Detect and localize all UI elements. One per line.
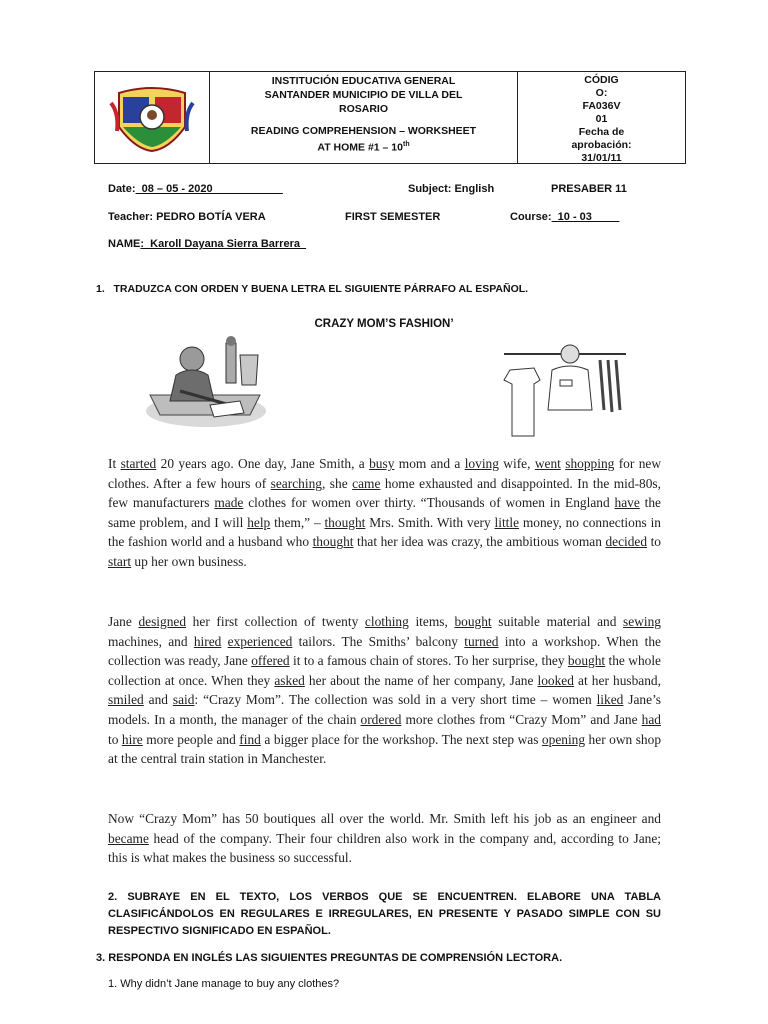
approval-date: 31/01/11 xyxy=(581,152,622,164)
seamstress-illustration xyxy=(140,335,272,436)
reading-paragraph-3: Now “Crazy Mom” has 50 boutiques all over the world. Mr. Smith left his job as an engineer and became head of the company. Their four children also work in the company and, according to Jane; this is what makes the business so successful. xyxy=(108,811,661,866)
subject-field: Subject: English xyxy=(408,183,495,195)
course-field: Course: 10 - 03 xyxy=(510,211,620,223)
school-crest-icon xyxy=(95,72,210,163)
code-label-2: O: xyxy=(595,87,608,99)
institution-line-1: INSTITUCIÓN EDUCATIVA GENERAL xyxy=(271,75,456,87)
worksheet-line-2: AT HOME #1 – 10th xyxy=(317,141,410,154)
date-field: Date: 08 – 05 - 2020 xyxy=(108,183,283,195)
approval-label-1: Fecha de xyxy=(578,126,625,138)
approval-label-2: aprobación: xyxy=(571,139,632,151)
reading-title: CRAZY MOM’S FASHION’ xyxy=(314,318,454,330)
code-value-1: FA036V xyxy=(582,100,621,112)
clothes-rack-illustration xyxy=(500,340,630,445)
institution-line-2: SANTANDER MUNICIPIO DE VILLA DEL xyxy=(264,89,463,101)
header-table xyxy=(94,71,686,164)
presaber-label: PRESABER 11 xyxy=(551,183,627,195)
institution-line-3: ROSARIO xyxy=(338,103,388,115)
question-1: 1. TRADUZCA CON ORDEN Y BUENA LETRA EL SIGUIENTE PÁRRAFO AL ESPAÑOL. xyxy=(96,283,529,295)
code-label-1: CÓDIG xyxy=(584,74,619,86)
name-field: NAME: Karoll Dayana Sierra Barrera xyxy=(108,238,307,250)
reading-paragraph-2: Jane designed her first collection of twenty clothing items, bought suitable material and sewing machines, and hired experienced tailors. The Smiths’ balcony turned into a workshop. When the collection was ready, Jane offered it to a famous chain of stores. To her surprise, they bought the whole collection at once. When they asked her about the name of her company, Jane looked at her husband, smiled and said: “Crazy Mom”. The collection was sold in a very short time – women liked Jane’s models. In a month, the manager of the chain ordered more clothes from “Crazy Mom” and Jane had to hire more people and find a bigger place for the workshop. The next step was opening her own shop at the central train station in Manchester. xyxy=(108,614,662,767)
teacher-field: Teacher: PEDRO BOTÍA VERA xyxy=(108,211,266,223)
reading-paragraph-1: It started 20 years ago. One day, Jane Smith, a busy mom and a loving wife, went shopping for new clothes. After a few hours of searching, she came home exhausted and disappointed. In the mid-80s, few manufacturers made clothes for women over thirty. “Thousands of women in England have the same problem, and I will help them,” – thought Mrs. Smith. With very little money, no connections in the fashion world and a husband who thought that her idea was crazy, the ambitious woman decided to start up her own business. xyxy=(108,456,662,569)
code-value-2: 01 xyxy=(595,113,608,125)
worksheet-line-1: READING COMPREHENSION – WORKSHEET xyxy=(250,125,477,137)
header-code xyxy=(518,72,685,163)
question-3-1: 1. Why didn’t Jane manage to buy any clothes? xyxy=(108,978,340,990)
question-3: 3. RESPONDA EN INGLÉS LAS SIGUIENTES PREGUNTAS DE COMPRENSIÓN LECTORA. xyxy=(96,952,563,964)
question-2: 2. SUBRAYE EN EL TEXTO, LOS VERBOS QUE SE ENCUENTREN. ELABORE UNA TABLA CLASIFICÁNDOLOS EN REGULARES E IRREGULARES, EN PRESENTE Y PASADO SIMPLE CON SU RESPECTIVO SIGNIFICADO EN ESPAÑOL. xyxy=(108,891,661,937)
semester-label: FIRST SEMESTER xyxy=(345,211,441,223)
header-institution xyxy=(210,72,518,163)
